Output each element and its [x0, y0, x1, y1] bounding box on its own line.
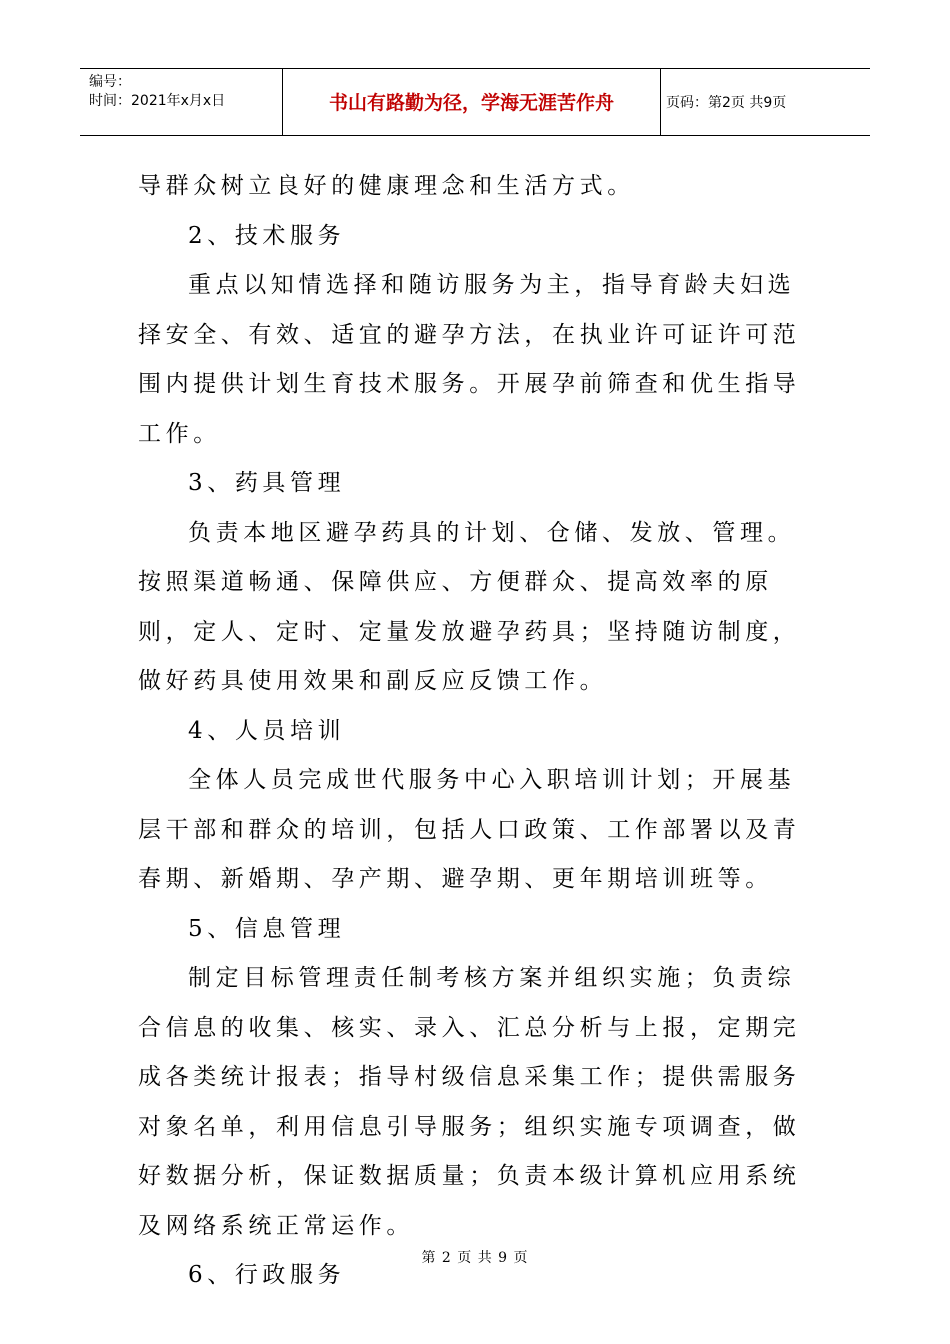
section-heading: 4、人员培训	[188, 717, 346, 744]
paragraph: 重点以知情选择和随访服务为主，指导育龄夫妇选择安全、有效、适宜的避孕方法，在执业许可证许可范围内提供计划生育技术服务。开展孕前筛查和优生指导工作。	[138, 272, 801, 447]
section-heading: 2、技术服务	[188, 222, 346, 249]
paragraph: 全体人员完成世代服务中心入职培训计划；开展基层干部和群众的培训，包括人口政策、工作部署以及青春期、新婚期、孕产期、避孕期、更年期培训班等。	[138, 767, 801, 892]
section-heading: 6、行政服务	[188, 1262, 346, 1288]
header-meta	[80, 69, 283, 135]
header-page-info: 页码：第2页 共9页	[666, 95, 787, 111]
paragraph: 导群众树立良好的健康理念和生活方式。	[138, 173, 635, 199]
page-header	[80, 68, 870, 136]
document-number-label: 编号：	[89, 74, 131, 90]
page-footer: 第 2 页 共 9 页	[421, 1250, 529, 1266]
paragraph: 负责本地区避孕药具的计划、仓储、发放、管理。按照渠道畅通、保障供应、方便群众、提高效率的原则，定人、定时、定量发放避孕药具；坚持随访制度，做好药具使用效果和副反应反馈工作。	[138, 519, 801, 694]
section-heading: 3、药具管理	[188, 470, 346, 496]
header-motto: 书山有路勤为径，学海无涯苦作舟	[283, 69, 661, 135]
section-heading: 5、信息管理	[188, 915, 346, 942]
document-date-label: 时间：2021年x月x日	[89, 93, 226, 109]
paragraph: 制定目标管理责任制考核方案并组织实施；负责综合信息的收集、核实、录入、汇总分析与上报，定期完成各类统计报表；指导村级信息采集工作；提供需服务对象名单，利用信息引导服务；组织实施专项调查，做好数据分析，保证数据质量；负责本级计算机应用系统及网络系统正常运作。	[138, 965, 801, 1239]
document-body	[138, 162, 808, 1301]
